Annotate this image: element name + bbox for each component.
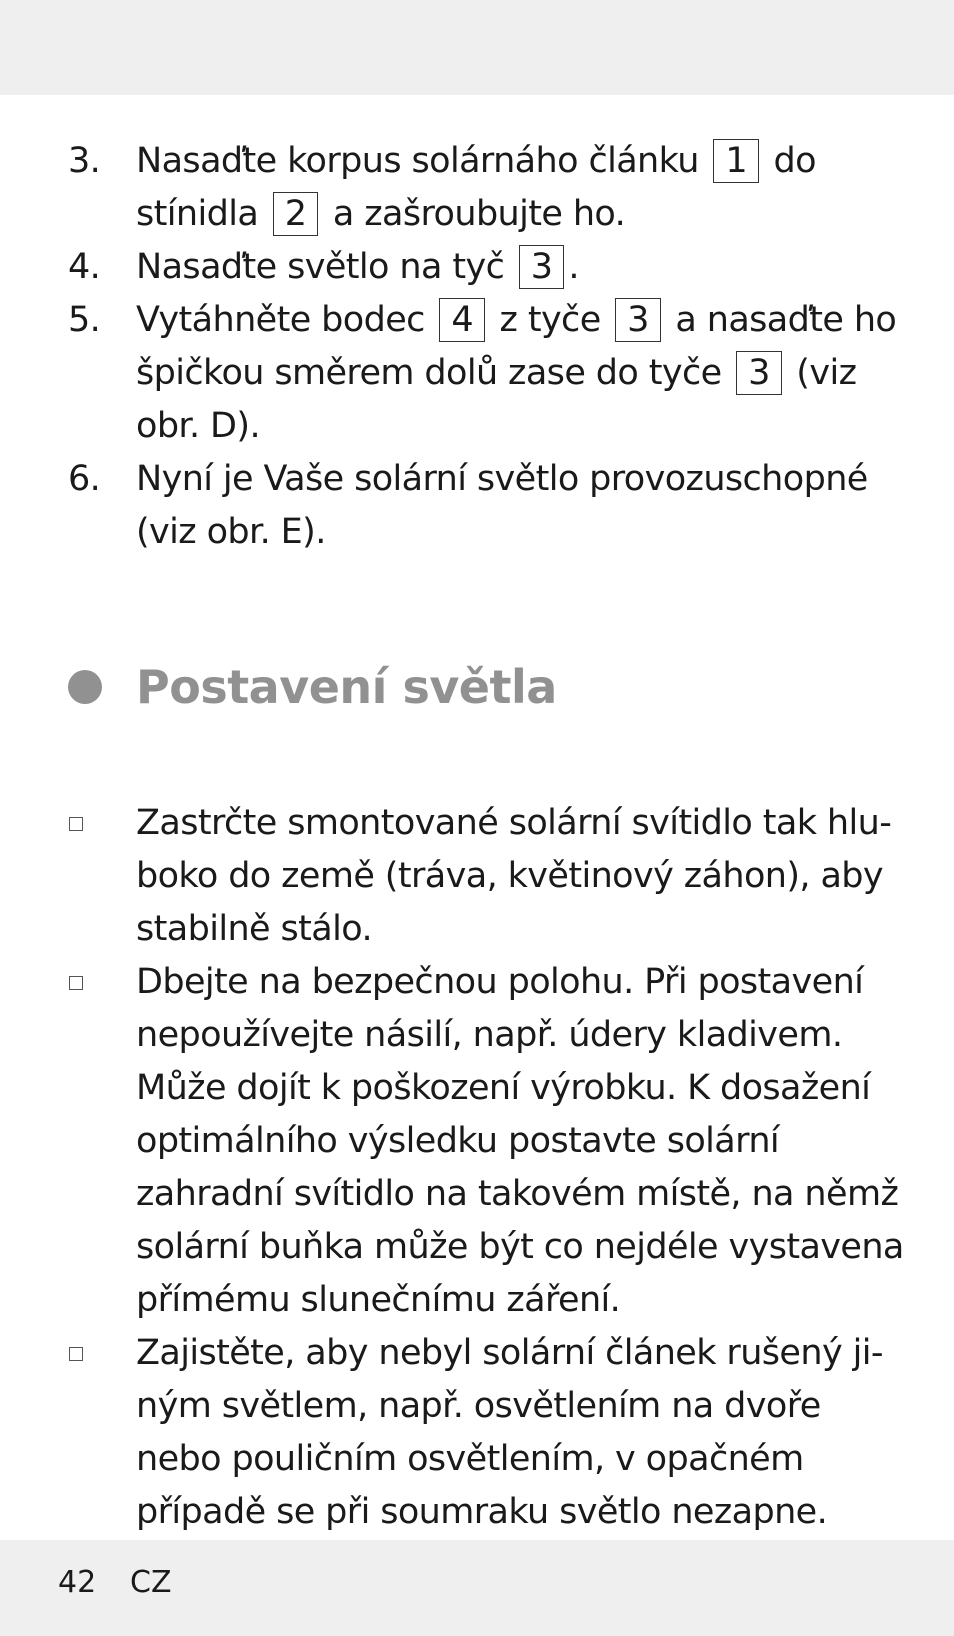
page-number: 42	[58, 1565, 97, 1600]
step-4	[0, 241, 906, 294]
part-ref-3: 3	[736, 351, 782, 395]
part-ref-4: 4	[439, 298, 485, 342]
step-text: z tyče	[489, 300, 612, 340]
step-number: 4.	[68, 247, 101, 287]
step-text: (viz obr. D).	[136, 353, 857, 446]
step-text: do stínidla	[136, 141, 816, 234]
square-bullet-icon	[69, 1347, 83, 1361]
step-text: a zašroubujte ho.	[322, 194, 626, 234]
bullet-item	[0, 797, 906, 956]
section-heading	[0, 655, 954, 719]
part-ref-2: 2	[273, 192, 319, 236]
step-number: 5.	[68, 300, 101, 340]
step-number: 3.	[68, 141, 101, 181]
square-bullet-icon	[69, 817, 83, 831]
assembly-steps-list	[0, 135, 954, 559]
step-text: .	[568, 247, 579, 287]
step-text: Nasaďte korpus solárnáho článku	[136, 141, 710, 181]
step-5	[0, 294, 906, 453]
placement-bullet-list	[0, 797, 954, 1539]
bullet-item	[0, 956, 906, 1327]
part-ref-1: 1	[713, 139, 759, 183]
bullet-text: Dbejte na bezpečnou polohu. Při postavení nepoužívejte násilí, např. údery kladivem. Může dojít k poškození výrobku. K dosažení optimálního výsledku postavte solární zahradní svítidlo na takovém místě, na němž solární buňka může být co nejdéle vystavena přímému slunečnímu záření.	[136, 962, 904, 1320]
bullet-item	[0, 1327, 906, 1539]
step-text: Nasaďte světlo na tyč	[136, 247, 515, 287]
bullet-text: Zastrčte smontované solární svítidlo tak hluboko do země (tráva, květinový záhon), aby stabilně stálo.	[136, 803, 892, 949]
bullet-text: Zajistěte, aby nebyl solární článek rušený jiným světlem, např. osvětlením na dvoře nebo pouličním osvětlením, v opačném případě se při soumraku světlo nezapne.	[136, 1333, 884, 1532]
square-bullet-icon	[69, 976, 83, 990]
language-code: CZ	[130, 1565, 172, 1600]
part-ref-3: 3	[519, 245, 565, 289]
top-margin-band	[0, 0, 954, 95]
step-text: Vytáhněte bodec	[136, 300, 436, 340]
step-text: a nasaďte ho špičkou směrem dolů zase do tyče	[136, 300, 897, 393]
step-6	[0, 453, 906, 559]
heading-bullet-icon	[68, 670, 102, 704]
step-number: 6.	[68, 459, 101, 499]
step-3	[0, 135, 906, 241]
part-ref-3: 3	[615, 298, 661, 342]
step-text: Nyní je Vaše solární světlo provozuschopné (viz obr. E).	[136, 459, 868, 552]
section-title: Postavení světla	[136, 660, 557, 714]
